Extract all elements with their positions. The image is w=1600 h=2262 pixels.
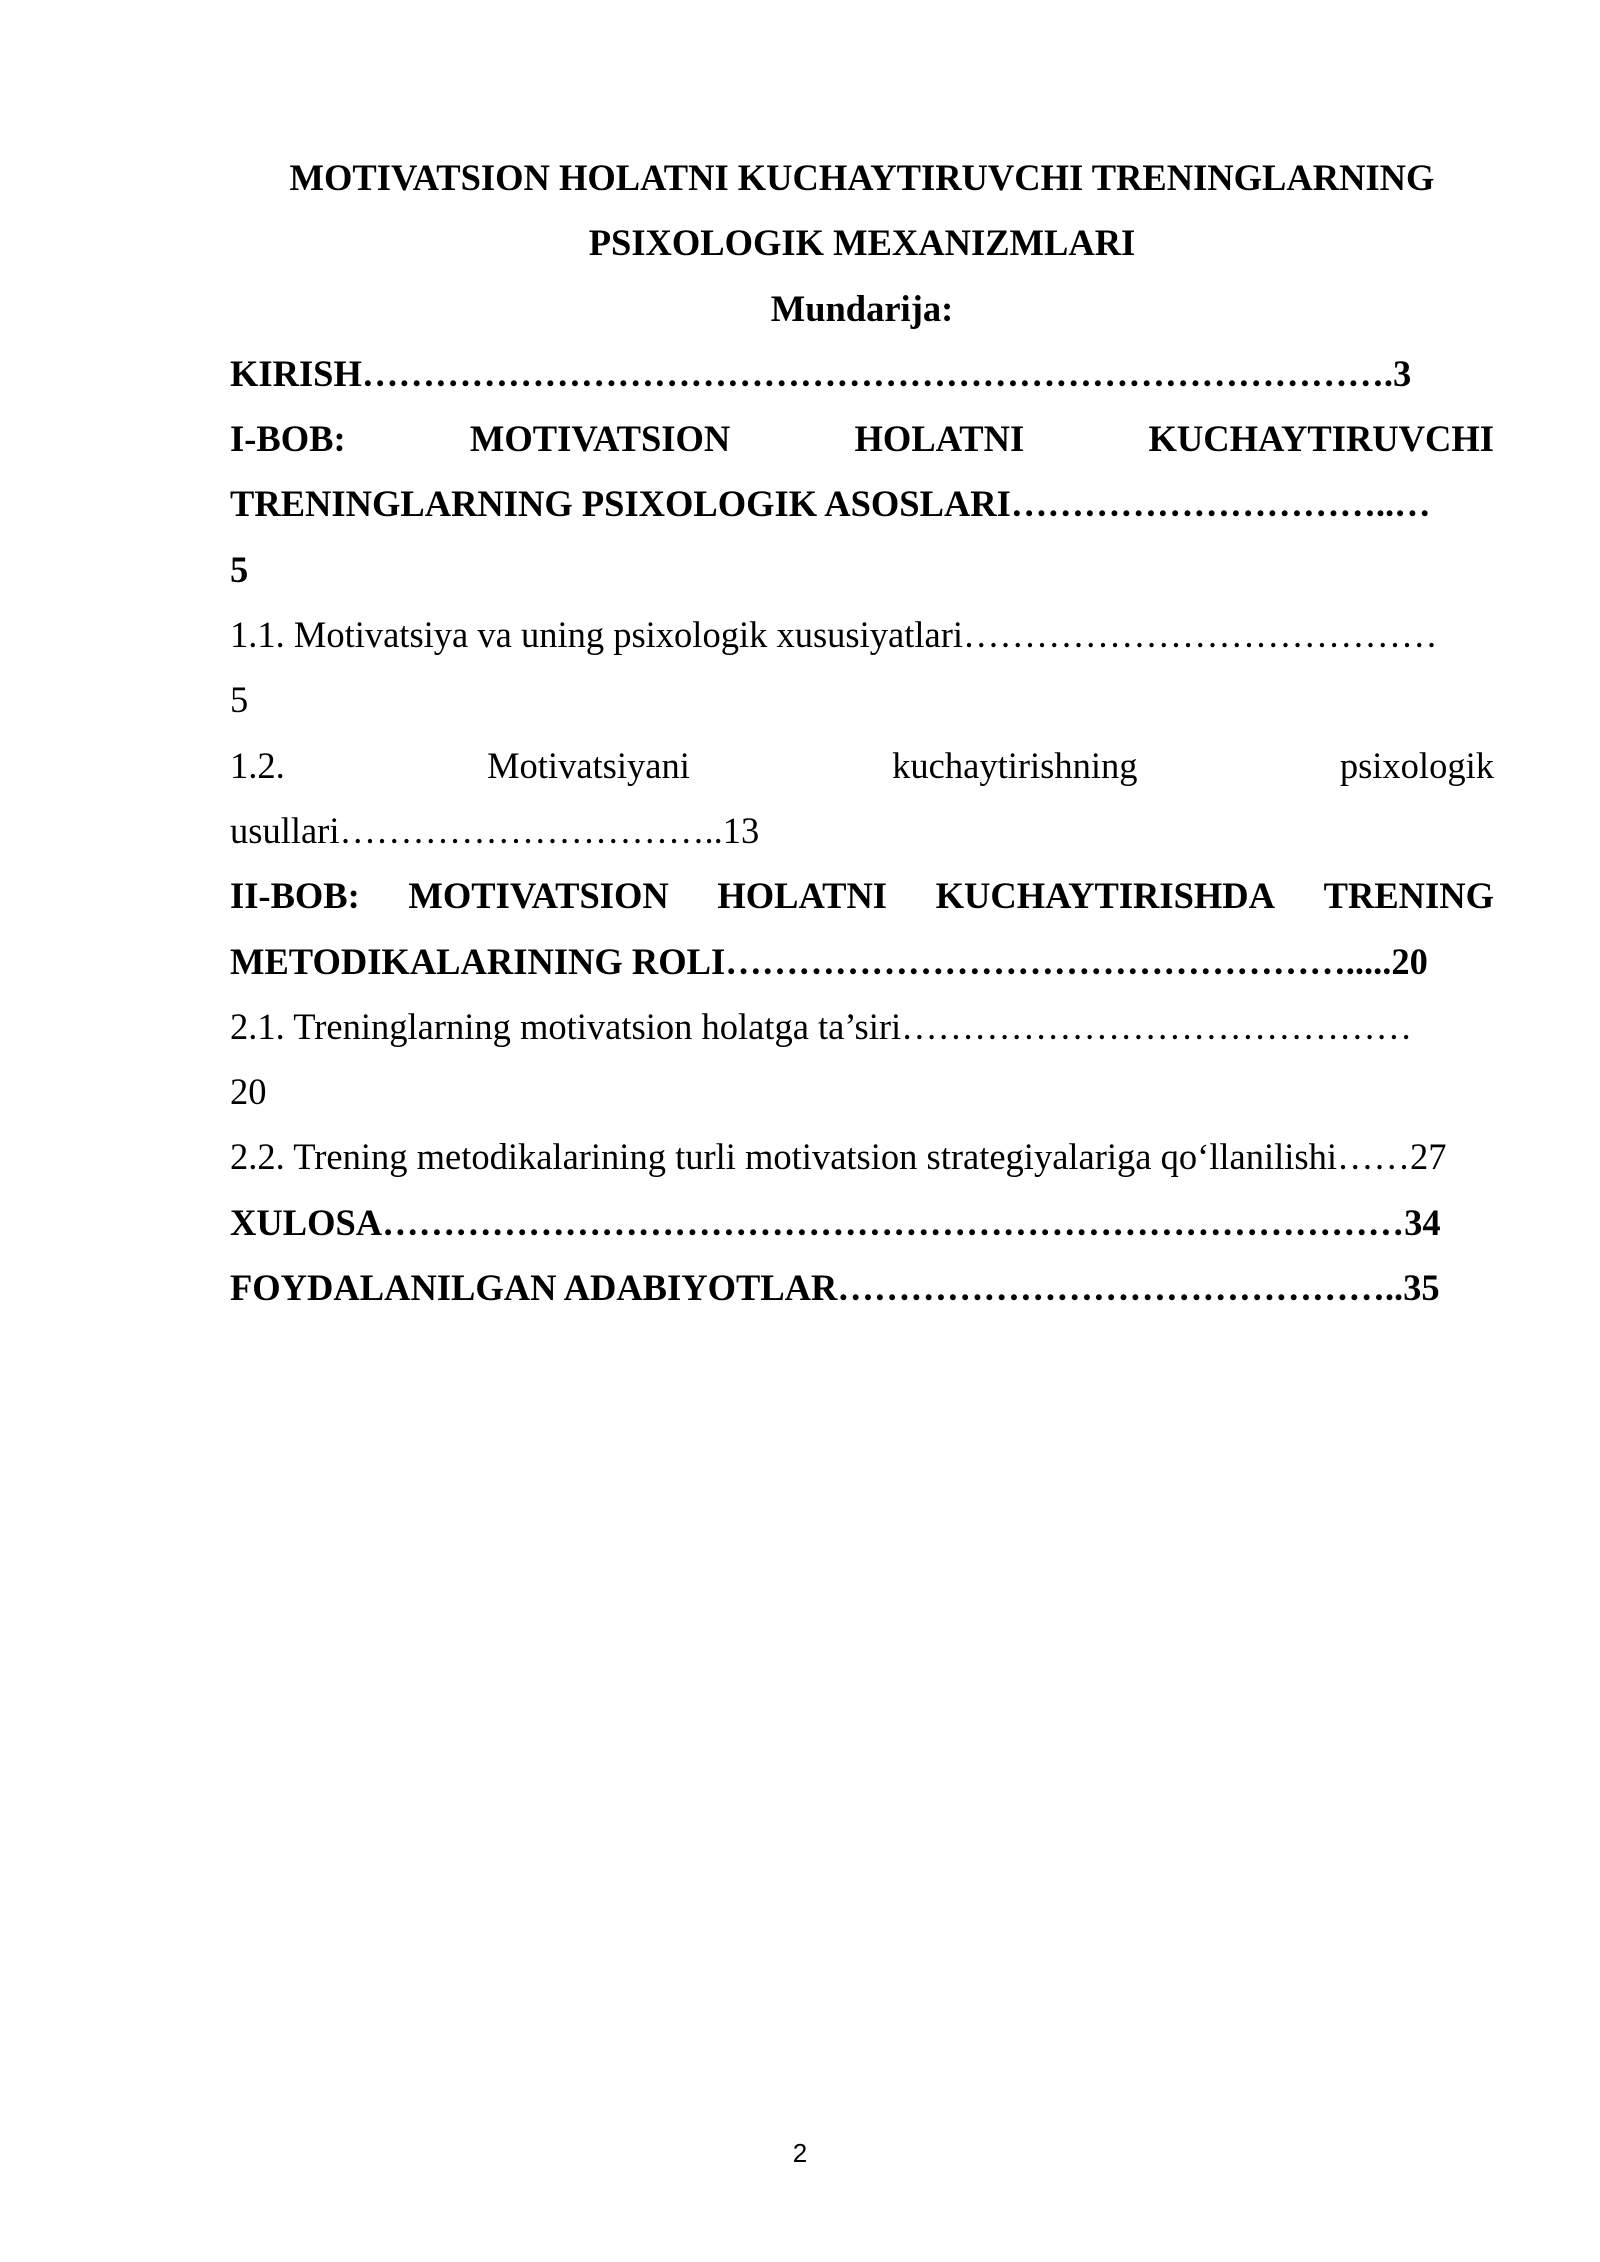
toc-word: HOLATNI — [717, 875, 888, 917]
toc-word: KUCHAYTIRUVCHI — [1148, 418, 1494, 460]
toc-heading: Mundarija: — [770, 287, 954, 329]
toc-word: KUCHAYTIRISHDA — [935, 875, 1276, 917]
toc-word: Motivatsiyani — [487, 744, 690, 786]
toc-content — [230, 145, 1494, 1320]
toc-entry-1-1: 1.1. Motivatsiya va uning psixologik xususiyatlari………………………………… — [230, 614, 1438, 656]
toc-word: 1.2. — [230, 744, 285, 786]
toc-entry-1-1-page: 5 — [230, 679, 249, 721]
toc-entry-bob1-line1 — [230, 406, 1494, 471]
toc-entry-bob2-line2: METODIKALARINING ROLI…………………………………………….....20 — [230, 940, 1428, 982]
toc-word: psixologik — [1339, 744, 1494, 786]
toc-entry-xulosa: XULOSA…………………………………………………………………………34 — [230, 1201, 1441, 1243]
toc-word: MOTIVATSION — [408, 875, 669, 917]
toc-entry-bob1-line2: TRENINGLARNING PSIXOLOGIK ASOSLARI…………………………..… — [230, 483, 1431, 525]
toc-word: TRENING — [1323, 875, 1494, 917]
toc-word: kuchaytirishning — [892, 744, 1138, 786]
toc-entry-2-1-page: 20 — [230, 1071, 267, 1113]
toc-entry-adabiyotlar: FOYDALANILGAN ADABIYOTLAR………………………………………..35 — [230, 1267, 1440, 1309]
toc-entry-bob2-line1 — [230, 863, 1494, 928]
page-number: 2 — [792, 2138, 808, 2168]
toc-word: MOTIVATSION — [469, 418, 731, 460]
toc-word: I-BOB: — [230, 418, 346, 460]
toc-entry-1-2-line2: usullari…………………………..13 — [230, 809, 760, 851]
document-title-line2: PSIXOLOGIK MEXANIZMLARI — [588, 222, 1136, 264]
toc-word: II-BOB: — [230, 875, 360, 917]
document-title-line1: MOTIVATSION HOLATNI KUCHAYTIRUVCHI TRENINGLARNING — [289, 157, 1435, 198]
toc-entry-bob1-page: 5 — [230, 548, 249, 590]
toc-word: HOLATNI — [854, 418, 1025, 460]
toc-entry-2-1: 2.1. Treninglarning motivatsion holatga ta’siri…………………………………… — [230, 1005, 1413, 1047]
toc-entry-2-2: 2.2. Trening metodikalarining turli motivatsion strategiyalariga qo‘llanilishi……27 — [230, 1136, 1447, 1178]
toc-entry-kirish: KIRISH………………………………………………………………………….3 — [230, 352, 1412, 394]
toc-entry-1-2-line1 — [230, 733, 1494, 798]
